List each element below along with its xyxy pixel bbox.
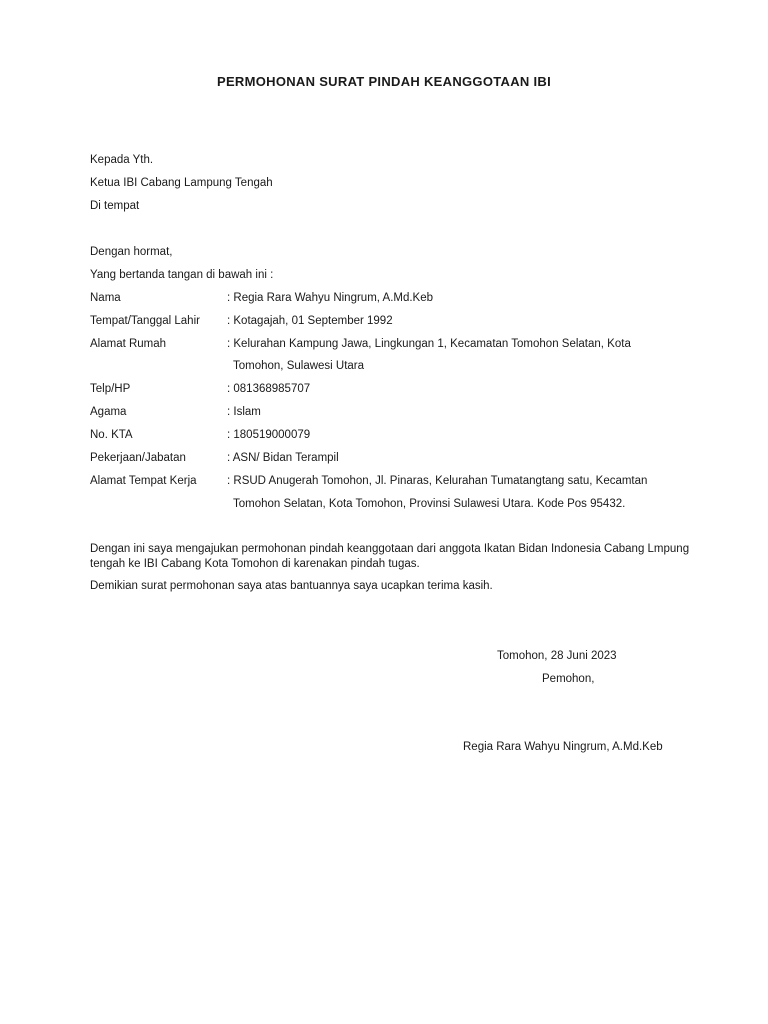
recipient-line-1: Kepada Yth. xyxy=(90,154,154,166)
field-value-alamat-rumah: : Kelurahan Kampung Jawa, Lingkungan 1, Kecamatan Tomohon Selatan, Kota xyxy=(227,338,631,350)
field-value-pekerjaan: : ASN/ Bidan Terampil xyxy=(227,452,339,464)
field-label-telp: Telp/HP xyxy=(90,383,131,395)
closing-paragraph: Demikian surat permohonan saya atas bantuannya saya ucapkan terima kasih. xyxy=(90,580,493,592)
greeting: Dengan hormat, xyxy=(90,246,173,258)
signature-role: Pemohon, xyxy=(542,673,595,685)
field-label-ttl: Tempat/Tanggal Lahir xyxy=(90,315,200,327)
recipient-line-2: Ketua IBI Cabang Lampung Tengah xyxy=(90,177,273,189)
signature-place-date: Tomohon, 28 Juni 2023 xyxy=(497,650,617,662)
field-value-kta: : 180519000079 xyxy=(227,429,311,441)
field-label-kta: No. KTA xyxy=(90,429,133,441)
field-value-alamat-kerja: : RSUD Anugerah Tomohon, Jl. Pinaras, Kelurahan Tumatangtang satu, Kecamtan xyxy=(227,475,648,487)
field-value-ttl: : Kotagajah, 01 September 1992 xyxy=(227,315,393,327)
field-label-alamat-kerja: Alamat Tempat Kerja xyxy=(90,475,197,487)
field-value-alamat-kerja-cont: Tomohon Selatan, Kota Tomohon, Provinsi Sulawesi Utara. Kode Pos 95432. xyxy=(233,498,626,510)
body-paragraph: Dengan ini saya mengajukan permohonan pindah keanggotaan dari anggota Ikatan Bidan Indonesia Cabang Lmpung tengah ke IBI Cabang Kota Tomohon di karenakan pindah tugas. xyxy=(90,543,690,570)
field-label-pekerjaan: Pekerjaan/Jabatan xyxy=(90,452,186,464)
signature-name: Regia Rara Wahyu Ningrum, A.Md.Keb xyxy=(463,741,663,753)
field-value-telp: : 081368985707 xyxy=(227,383,311,395)
field-label-alamat-rumah: Alamat Rumah xyxy=(90,338,167,350)
field-value-agama: : Islam xyxy=(227,406,261,418)
recipient-line-3: Di tempat xyxy=(90,200,140,212)
field-value-alamat-rumah-cont: Tomohon, Sulawesi Utara xyxy=(233,360,365,372)
field-label-agama: Agama xyxy=(90,406,127,418)
intro-text: Yang bertanda tangan di bawah ini : xyxy=(90,269,274,281)
field-label-nama: Nama xyxy=(90,292,121,304)
field-value-nama: : Regia Rara Wahyu Ningrum, A.Md.Keb xyxy=(227,292,434,304)
letter-title: PERMOHONAN SURAT PINDAH KEANGGOTAAN IBI xyxy=(216,74,552,89)
